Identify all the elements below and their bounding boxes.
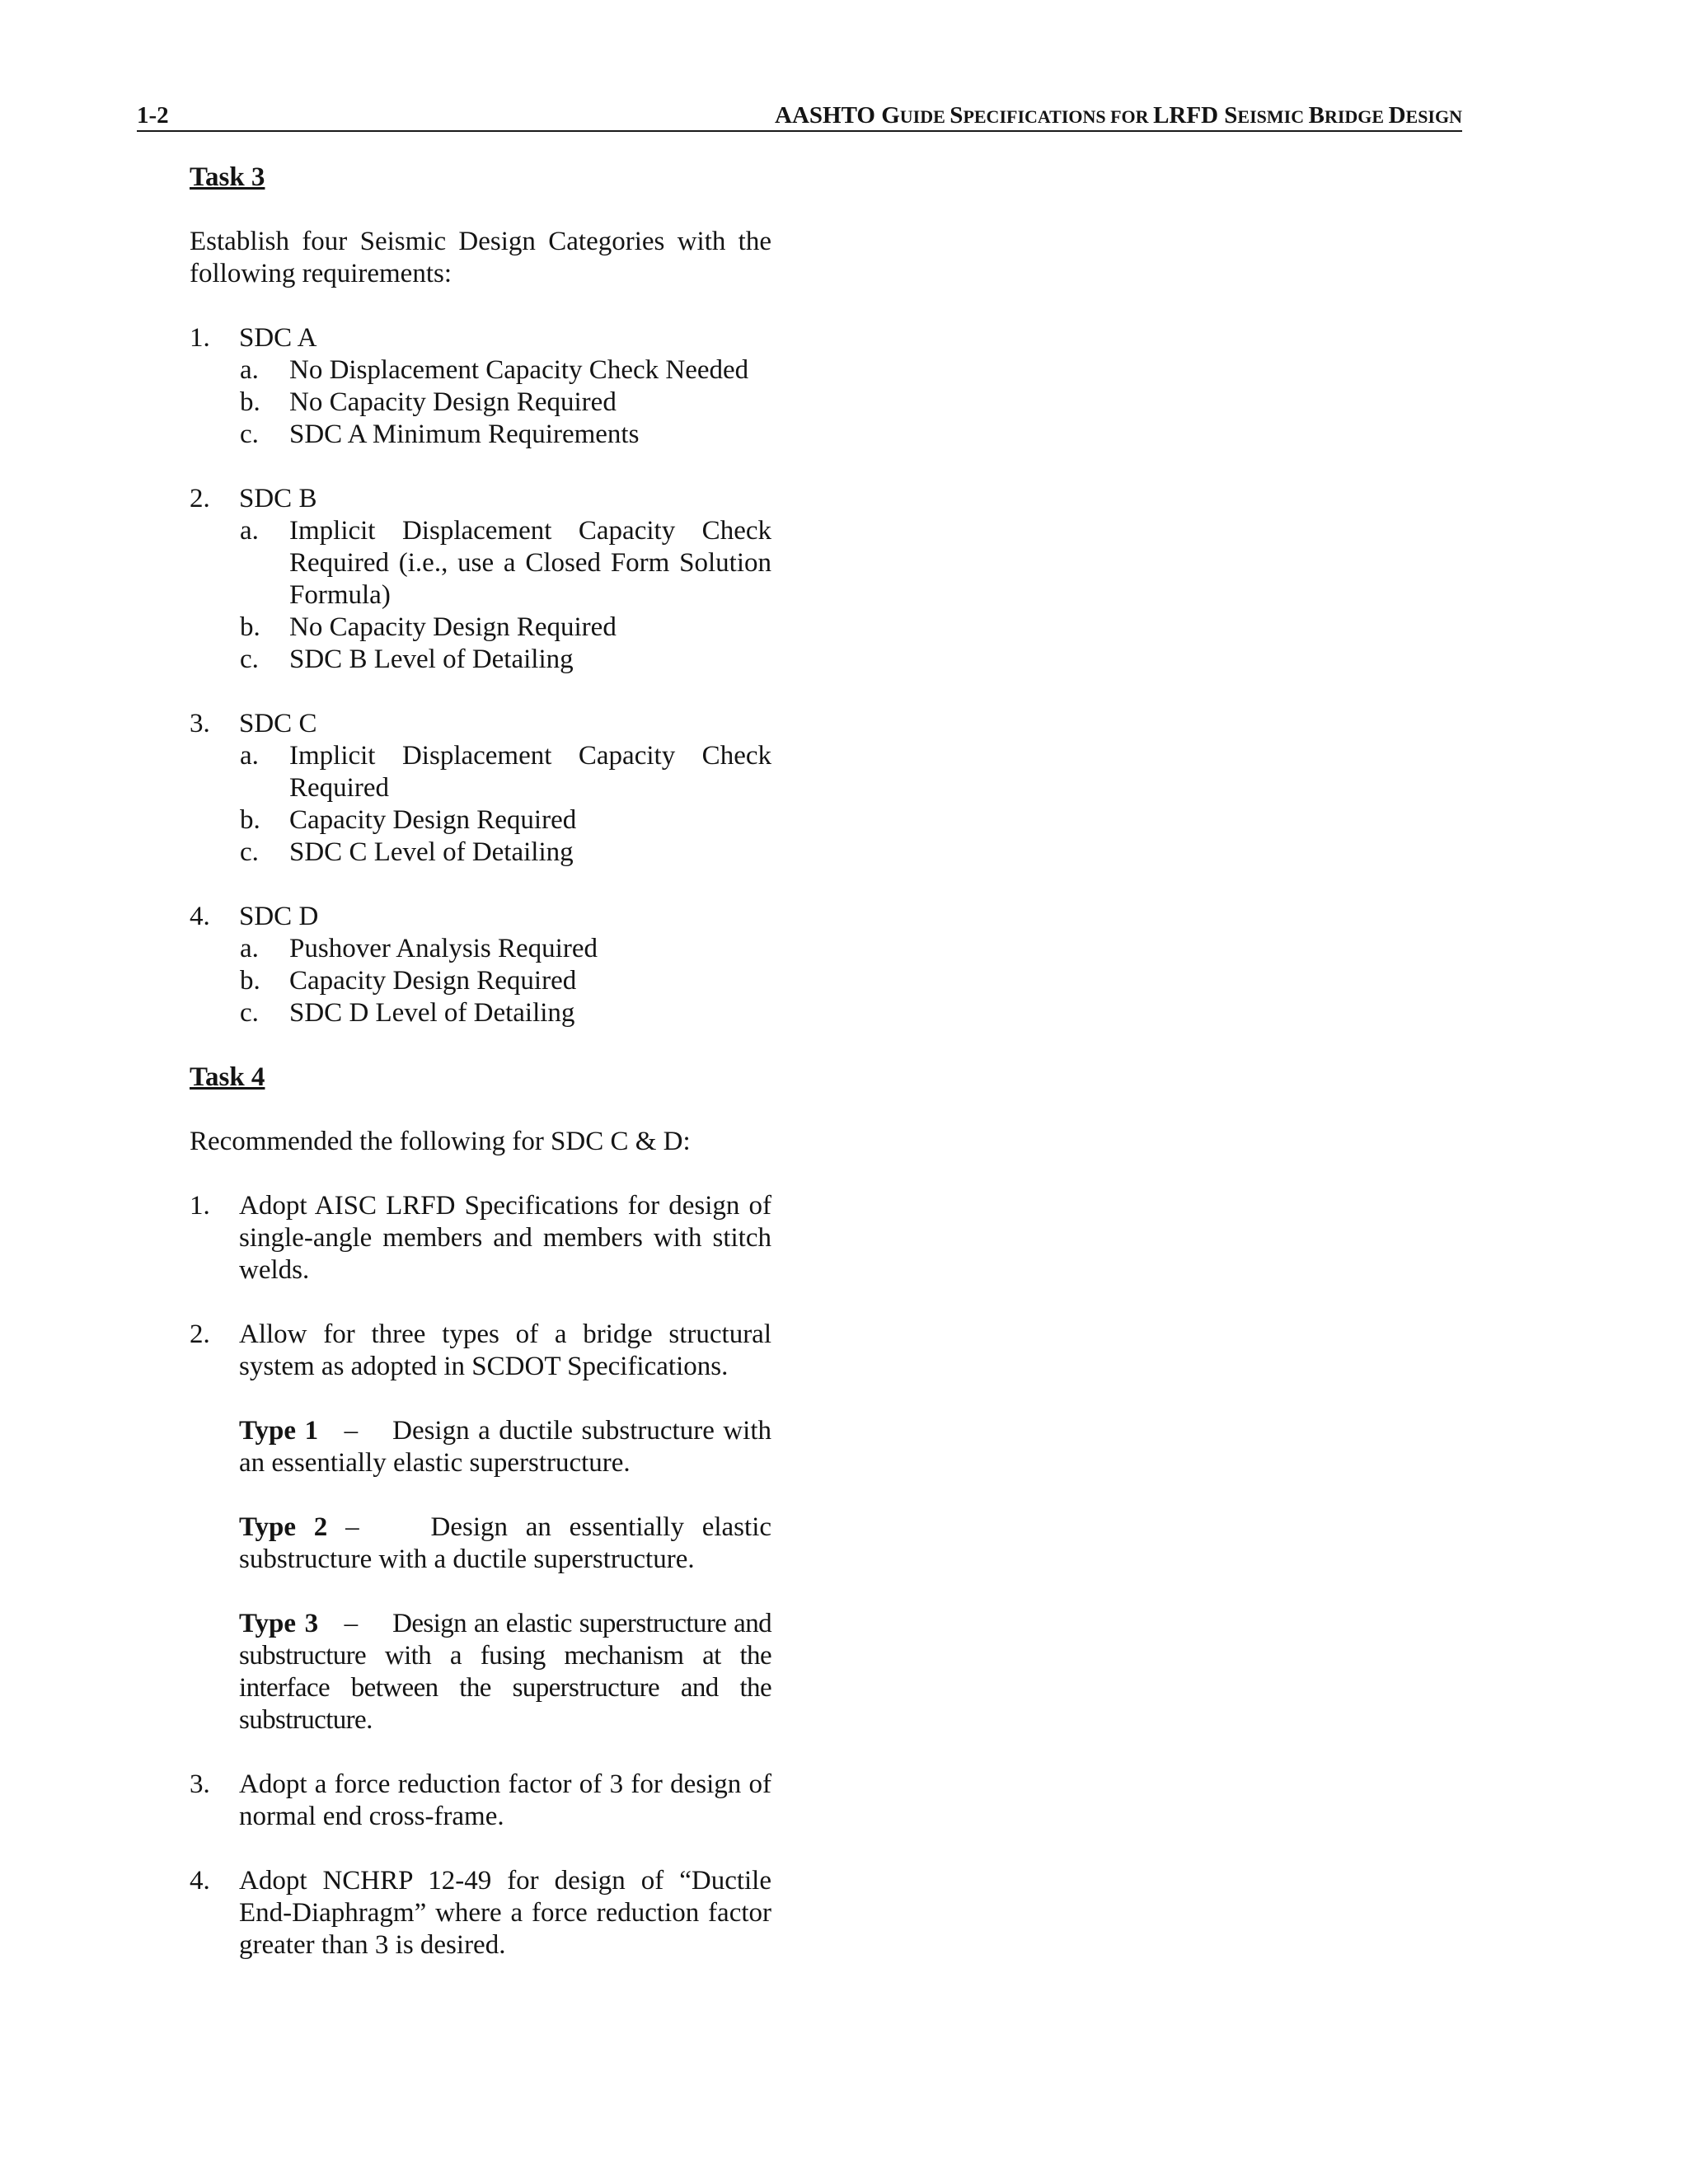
- sub-letter: a.: [240, 516, 259, 546]
- page-number: 1-2: [137, 102, 169, 129]
- sub-letter: b.: [240, 387, 260, 417]
- list-number: 1.: [190, 323, 210, 353]
- sub-item-text: Implicit Displacement Capacity Check Required: [289, 741, 771, 803]
- list-number: 2.: [190, 484, 210, 513]
- recommendation-text: Adopt NCHRP 12-49 for design of “Ductile End-Diaphragm” where a force reduction factor greater than 3 is desired.: [239, 1866, 771, 1960]
- sub-letter: b.: [240, 805, 260, 835]
- sub-letter: a.: [240, 355, 259, 385]
- task3-heading: Task 3: [190, 162, 265, 192]
- list-number: 3.: [190, 1769, 210, 1799]
- sub-item-text: No Capacity Design Required: [289, 612, 617, 642]
- sdc-label: SDC B: [239, 484, 317, 513]
- task4-heading: Task 4: [190, 1062, 265, 1092]
- sub-letter: c.: [240, 837, 259, 867]
- type-dash: –: [344, 1416, 359, 1446]
- sub-letter: a.: [240, 934, 259, 963]
- structural-type-3: [190, 1608, 771, 1736]
- type-description: Design a ductile substructure with an essentially elastic superstructure.: [239, 1416, 772, 1478]
- recommendation-item: [190, 1190, 771, 1286]
- recommendation-text: Allow for three types of a bridge structural system as adopted in SCDOT Specifications.: [239, 1319, 771, 1381]
- type-description: Design an elastic superstructure and substructure with a fusing mechanism at the interface between the superstructure and the substructure.: [239, 1609, 772, 1735]
- structural-type-2: [190, 1511, 771, 1576]
- running-title: AASHTO GUIDE SPECIFICATIONS FOR LRFD SEISMIC BRIDGE DESIGN: [775, 102, 1462, 129]
- sub-item-text: SDC A Minimum Requirements: [289, 419, 640, 449]
- sdc-list-item: [190, 483, 771, 676]
- sdc-label: SDC C: [239, 709, 317, 738]
- recommendation-text: Adopt AISC LRFD Specifications for design of single-angle members and members with stitch welds.: [239, 1191, 771, 1285]
- sub-item-text: Implicit Displacement Capacity Check Required (i.e., use a Closed Form Solution Formula): [289, 516, 771, 610]
- sub-letter: c.: [240, 998, 259, 1028]
- list-number: 1.: [190, 1191, 210, 1221]
- sdc-list-item: [190, 322, 771, 451]
- sdc-label: SDC D: [239, 902, 319, 931]
- recommendation-item: [190, 1319, 771, 1383]
- recommendation-text: Adopt a force reduction factor of 3 for design of normal end cross-frame.: [239, 1769, 771, 1831]
- recommendation-item: [190, 1769, 771, 1833]
- sub-item-text: Capacity Design Required: [289, 805, 577, 835]
- running-header: [137, 97, 1462, 132]
- list-number: 4.: [190, 1866, 210, 1896]
- sub-item-text: SDC C Level of Detailing: [289, 837, 574, 867]
- type-dash: –: [345, 1512, 359, 1542]
- sub-item-text: No Capacity Design Required: [289, 387, 617, 417]
- type-label: Type 2: [239, 1512, 328, 1542]
- type-label: Type 1: [239, 1416, 319, 1446]
- sub-letter: c.: [240, 644, 259, 674]
- sub-item-text: Pushover Analysis Required: [289, 934, 598, 963]
- list-number: 3.: [190, 709, 210, 738]
- type-description: Design an essentially elastic substructure with a ductile superstructure.: [239, 1512, 772, 1574]
- task3-intro: Establish four Seismic Design Categories with the following requirements:: [190, 227, 771, 288]
- sdc-list-item: [190, 901, 771, 1029]
- list-number: 4.: [190, 902, 210, 931]
- list-number: 2.: [190, 1319, 210, 1349]
- recommendation-item: [190, 1865, 771, 1961]
- sub-item-text: Capacity Design Required: [289, 966, 577, 996]
- structural-type-1: [190, 1415, 771, 1479]
- sub-item-text: SDC D Level of Detailing: [289, 998, 575, 1028]
- sub-letter: c.: [240, 419, 259, 449]
- type-label: Type 3: [239, 1609, 319, 1638]
- text-column: [190, 162, 771, 1961]
- sub-letter: a.: [240, 741, 259, 771]
- sub-item-text: SDC B Level of Detailing: [289, 644, 574, 674]
- sdc-list-item: [190, 708, 771, 869]
- task4-intro: Recommended the following for SDC C & D:: [190, 1127, 691, 1156]
- sub-item-text: No Displacement Capacity Check Needed: [289, 355, 749, 385]
- type-dash: –: [344, 1609, 359, 1638]
- sub-letter: b.: [240, 612, 260, 642]
- sub-letter: b.: [240, 966, 260, 996]
- sdc-label: SDC A: [239, 323, 317, 353]
